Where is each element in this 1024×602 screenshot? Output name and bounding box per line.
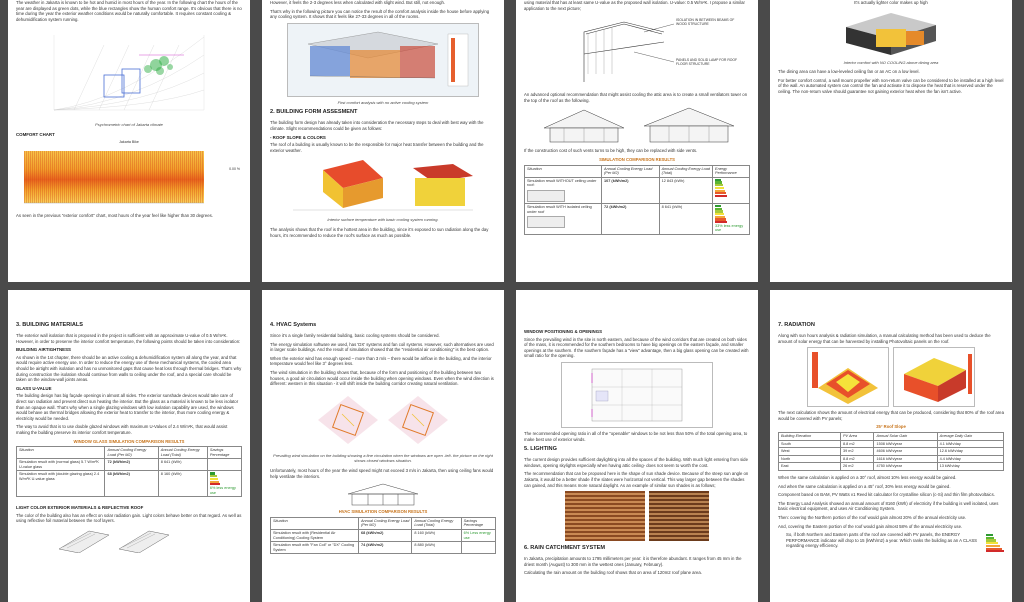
p2-fig2-caption: Interior surface temperature with basic cooling system running.	[327, 217, 439, 223]
energy-saving-note: 33% less energy use	[715, 223, 744, 233]
table-row	[17, 459, 242, 471]
table-cell: 1508 kWh/year	[874, 440, 937, 448]
p8-bullet: So, if both Northern and Eastern parts of the roof are covered with PV panels, the ENERGY PERFORMANCE indicator will drop to 15 (kWh/m2) a year. Which ranks the building as an A CLASS regarding energy efficiency.	[786, 532, 978, 549]
p7-section6: 6. RAIN CATCHMENT SYSTEM	[524, 545, 606, 552]
sunshade-photo	[565, 491, 645, 541]
p4-top-note: It's actually lighter color makes up high	[854, 0, 928, 5]
table-cell: 107 (kWh/m2)	[602, 177, 660, 203]
p6-section-title: 4. HVAC Systems	[270, 322, 317, 328]
p5-table-title: WINDOW GLASS SIMULATION COMPARISON RESULTS	[73, 438, 185, 444]
table-cell: 8 641 (kWh)	[659, 203, 712, 234]
p8-para4: And when the same calculation is applied on a 45° roof, 30% less energy would be gained.	[778, 483, 951, 489]
table-header-cell: Energy Performance	[713, 165, 750, 177]
p6-para1: Since it's a single family residential building, basic cooling systems should be considered.	[270, 333, 440, 338]
table-cell: 4750 kWh/year	[874, 463, 937, 471]
table-row	[779, 448, 1004, 456]
p5-para5: The color of the building also has an effect on solar radiation gain. Light colors behave better on that regard. As well as using reflective foil material between the roof layers.	[16, 512, 242, 524]
roof-section-drawing	[524, 14, 750, 90]
energy-saving-note: 6% less energy use	[209, 485, 236, 495]
table-header-cell: Annual Cooling Energy Load (Per M2)	[602, 165, 660, 177]
table-row	[271, 542, 496, 554]
sunshade-photos	[524, 491, 750, 541]
p5-para2: As shown in the 1st chapter, there should be an active cooling & dehumidification system all along the year, and that would require active energy use. In order to reduce the energy use of these mechanical systems, the cooled area should be airtight with isolation and has no unmonitored gaps that cause heat loss through thermal bridges. That's why during construction the isolation should continue from walls to ceiling under the roof, and a special care should be taken on the window-wall joints areas.	[16, 354, 242, 383]
energy-scale-icon	[715, 205, 729, 224]
table-cell: 12 843 (kWh)	[659, 177, 712, 203]
table-cell: 74 (kWh/m2)	[358, 542, 411, 554]
page-3	[516, 0, 758, 282]
p3-para1: An advanced optional recommendation that might assist cooling the attic area is to create a small ventilators tower on the top of the roof as the following.	[524, 92, 748, 103]
p8-para5: Component based on BAM, PV Watts v1 Reed kit calculator for crystalline silicon (c-Si) and thin film photovoltaics.	[778, 492, 995, 498]
table-cell: 4.4 kWh/day	[937, 455, 1003, 463]
table-cell	[461, 542, 495, 554]
table-cell-text: Simulation result WITHOUT ceiling under roof:	[527, 178, 597, 188]
comfort-analysis-figure	[287, 23, 479, 97]
p3-para2: If the construction cost of such vents turns to be high, they can be replaced with side vents.	[524, 148, 698, 154]
p4-para2: For better comfort control, a wall mount propeller with non-return valve can be considered to be installed at a high level of the wall. An automated system can control the fan and activate it to dispose the heat that is reserved under the ceiling. The non-return valve should guarantee not gaining exterior heat when the fan isn't active.	[778, 77, 1004, 94]
table-thumbnail	[527, 190, 565, 202]
p5-sub1: BUILDING AIRTIGHTNESS	[16, 347, 71, 353]
sunshade-photo	[649, 491, 709, 541]
p1-after: As seen in the previous "exterior comfort" chart, most hours of the year feel like higher than 30 degrees.	[16, 213, 213, 219]
table-row	[779, 440, 1004, 448]
table-cell-text: Simulation result WITH isolated ceiling under roof	[527, 204, 592, 214]
table-cell	[525, 203, 602, 234]
p5-sub2: GLASS U-VALUE	[16, 385, 52, 391]
table-cell	[525, 177, 602, 203]
p7-para6: Calculating the rain amount on the building roof shows that on area of 120m2 roof plane area.	[524, 570, 702, 576]
table-row	[779, 463, 1004, 471]
table-header-cell: Annual Cooling Energy Load (Per M2)	[358, 517, 411, 529]
p8-table-title: 25° Roof Slope	[876, 424, 906, 430]
p3-table-title: SIMULATION COMPARISON RESULTS	[599, 156, 675, 162]
p2-para1: The building form design has already taken into consideration the necessary steps to deal with best way with the climate. Slight recommendations could be given as follows:	[270, 120, 484, 131]
table-header-cell: Annual Cooling Energy Load (Total)	[412, 517, 461, 529]
p8-para7: Then: covering the Northern portion of the roof would gain almost 20% of the annual electricity use.	[778, 514, 967, 520]
p2-sub: - ROOF SLOPE & COLORS	[270, 134, 326, 140]
table-cell: 1616 kWh/year	[874, 455, 937, 463]
p2-fig-caption: First comfort analysis with no active cooling system	[337, 99, 429, 105]
p7-para2: The recommended opening ratio in all of the "openable" windows to be not less than 50% of the total opening area, to make best use of exterior winds.	[524, 430, 748, 442]
page-5	[8, 290, 250, 602]
table-header-cell: Situation	[525, 165, 602, 177]
p6-para5: Unfortunately, most hours of the year the wind speed might not exceed 3 m/s in Jakarta, then using ceiling fans would help ventilate the interiors.	[270, 467, 494, 479]
p6-para2: The energy simulation software we used, has 'DX' systems and fan coil systems. However, such alternatives are used in larger scale buildings. And the result of simulation showed that the "residential air conditioning" is the best option.	[270, 341, 494, 353]
table-header-cell: Situation	[17, 447, 105, 459]
table-cell	[207, 471, 241, 497]
p1-psy-caption: Psychrometric chart of Jakarta climate	[95, 122, 163, 128]
table-header-cell: Situation	[271, 517, 359, 529]
table-cell: 68 (kWh/m2)	[105, 471, 158, 497]
p8-section-title: 7. RADIATION	[778, 322, 815, 328]
table-row	[525, 177, 750, 203]
table-header-row	[271, 517, 496, 529]
p8-para1: Along with sun hours analysis & radiation simulation, a manual calculating method has been used to deduce the amount of solar energy that can be harvested by installing Photovoltaic panels on the roof.	[778, 333, 991, 344]
table-header-row	[779, 432, 1004, 440]
table-header-cell: Savings Percentage	[461, 517, 495, 529]
table-header-cell: Annual Cooling Energy Load (Per M2)	[105, 447, 158, 459]
p8-pv-table	[778, 432, 1004, 471]
p7-para4: The recommendation that can be proposed here is the shape of sun shade device. Because of the steep sun angle on Jakarta, it would be a better shade if the slates were horizontal not vertical. This way larger gap between the shades can gained, and this means more natural daylight. As an example of similar sun shades is as follows;	[524, 471, 749, 488]
p6-fig-caption: Prevailing wind simulation on the building showing a fine circulation when the windows are open -left- the picture on the right shows closed windows situation.	[273, 452, 493, 464]
roof-label-top: ISOLATION IN BETWEEN BEAMS OF WOOD STRUCTURE	[676, 18, 735, 27]
table-row	[271, 529, 496, 541]
page-6	[262, 290, 504, 602]
table-cell: 39 m2	[841, 448, 874, 456]
table-cell: 13 kWh/day	[937, 463, 1003, 471]
table-header-cell: Savings Percentage	[207, 447, 241, 459]
p2-para2: The roof of a building is usually known to be the responsible for major heat transfer between the building and the exterior weather.	[270, 142, 484, 153]
roof-temperature-figure	[283, 156, 483, 214]
p6-table-title: HVAC SIMULATION COMPARISON RESULTS	[338, 509, 428, 515]
table-cell: Simulation result with "Fan Coil" or "DX" Cooling System	[271, 542, 359, 554]
table-cell: 8 880 (kWh)	[412, 542, 461, 554]
table-cell: 8 160 (kWh)	[412, 529, 461, 541]
table-header-cell: Annual Cooling Energy Load (Total)	[659, 165, 712, 177]
p6-hvac-table	[270, 517, 496, 555]
table-cell: 6% Less energy use	[461, 529, 495, 541]
reflective-roof-sketch	[49, 527, 209, 553]
p5-para1: The exterior wall isolation that is proposed in the project is sufficient with an approximate U-value of 0.5 W/m²K. However, in order to preserve the interior comfort temperature, the following points should be taken into consideration:	[16, 333, 241, 344]
table-cell	[713, 203, 750, 234]
table-cell: 8 160 (kWh)	[158, 471, 207, 497]
wind-simulation-figure	[308, 390, 458, 450]
table-header-row	[17, 447, 242, 459]
p7-para1: Since the prevailing wind in the site is north eastern, and because of the wind corridors that are created on both sides of the mass, it is recommended for the southern bedrooms to have big openings on the eastern façade, and smaller openings at the southern. If the southern façade has a "view" advantage, then a big glass opening can be created with small ratio for the opening.	[524, 336, 749, 359]
p2-intro: However, it feels the 2-3 degrees less when calculated with slight wind. But still, not enough.	[270, 0, 446, 5]
energy-scale-icon	[210, 472, 222, 485]
table-cell: 72 (kWh/m2)	[105, 459, 158, 471]
p7-section5: 5. LIGHTING	[524, 446, 557, 453]
table-cell: 68 (kWh/m2)	[358, 529, 411, 541]
roof-label-bottom: PANELS AND SOLID LAMP FOR ROOF FLOOR STRUCTURE	[676, 58, 738, 67]
table-cell: Simulation result with (normal glass) 5.7 W/m²K U-value glass	[17, 459, 105, 471]
table-header-cell: Building Elevation	[779, 432, 841, 440]
p2-intro2: That's why in the following picture you can notice the result of the comfort analysis inside the house before applying any cooling system. It shows that it feels like 27-33 degrees in all of the rooms.	[270, 8, 490, 20]
p6-para3: When the exterior wind has enough speed – more than 3 m/s – there would be airflow in the building, and the interior temperature would feel like 3° degrees less.	[270, 355, 492, 367]
p5-glass-table	[16, 446, 242, 497]
psychrometric-chart	[44, 25, 214, 120]
house-section-sketch	[338, 482, 428, 506]
p5-para3: The building design has big façade openings in almost all sides. The exterior sunshade devices would take care of direct sun radiation and prevent direct sun heating the interior. But the glass as a material is known to be less isolator than an opaque wall. That's why when a single glazing windows with low isolation capability are used, the windows would behave as thermal bridges allowing the exterior heat to transfer to the interior, thus more cooling energy & electricity would be needed.	[16, 393, 239, 421]
page-1	[8, 0, 250, 282]
radiation-figure	[807, 347, 889, 407]
table-cell: 8.8 m2	[841, 455, 874, 463]
p8-para8: And, covering the Eastern portion of the roof would gain almost 58% of the annual electricity use.	[778, 523, 963, 529]
table-cell: Simulation result with (double glazing glass) 2.4 W/m²K U-value glass	[17, 471, 105, 497]
page-4	[770, 0, 1012, 282]
table-thumbnail	[527, 216, 565, 228]
table-cell: 4606 kWh/year	[874, 448, 937, 456]
table-row	[17, 471, 242, 497]
table-cell	[207, 459, 241, 471]
p5-section-title: 3. BUILDING MATERIALS	[16, 322, 84, 328]
table-cell: 4.1 kWh/day	[937, 440, 1003, 448]
table-row	[525, 203, 750, 234]
table-cell: 26 m2	[841, 463, 874, 471]
p6-para4: The wind simulation in the building shows that, because of the form and positioning of the building between two houses, a good air circulation would occur inside the building when opening windows. Even when the wind direction is different: western in this situation - it will shift inside the building corridor creating natural ventilation.	[270, 369, 494, 387]
table-header-cell: Annual Cooling Energy Load (Total)	[158, 447, 207, 459]
table-header-cell: PV Area	[841, 432, 874, 440]
p7-para5: In Jakarta, precipitation amounts to 1795 millimeters per year: it is therefore abundant. It ranges from 45 mm in the driest month (August) to 300 mm in the wettest ones (January, February).	[524, 556, 742, 567]
table-cell: 72 (kWh/m2)	[602, 203, 660, 234]
table-row	[779, 455, 1004, 463]
p3-intro: using material that has at least same U-value as the proposed wall isolation. U-value: 0.5 W/m²K. I propose a similar application to the next picture;	[524, 0, 745, 11]
table-cell: East	[779, 463, 841, 471]
p1-intro: The weather in Jakarta is known to be hot and humid in most hours of the year. In the following chart the hours of the year are displayed as green dots, while the blue rectangles show the human comfort range. It's obvious that there is no time during the year the exterior weather conditions would be naturally comfortable. It requires constant cooling & dehumidification system running.	[16, 0, 242, 22]
table-header-cell: Annual Solar Gain	[874, 432, 937, 440]
p2-para3: The analysis shows that the roof is the hottest area in the building, since it's exposed to sun radiation along the day hours, it's recommended to reduce the roof's surface as much as possible.	[270, 226, 489, 238]
dining-comfort-figure	[836, 9, 946, 57]
table-cell: North	[779, 455, 841, 463]
table-cell: Simulation result with (Residential Air Conditioning) Cooling System	[271, 529, 359, 541]
table-header-cell: Average Daily Gain	[937, 432, 1003, 440]
p8-para3: When the same calculation is applied on a 30° roof, almost 10% less energy would be gained.	[778, 474, 957, 480]
radiation-figure	[893, 347, 975, 407]
ventilator-sketches	[524, 106, 750, 146]
p4-fig-caption: Interior comfort with NO COOLING above dining area	[843, 59, 939, 65]
window-plan-figure	[561, 362, 713, 428]
p3-comparison-table	[524, 165, 750, 235]
page-2	[262, 0, 504, 282]
p5-sub3: LIGHT COLOR EXTERIOR MATERIALS & REFLECTIVE ROOF	[16, 505, 144, 511]
p7-sub1: WINDOW POSITIONING & OPENINGS	[524, 329, 603, 334]
table-header-row	[525, 165, 750, 177]
table-cell: West	[779, 448, 841, 456]
comfort-chart	[16, 147, 242, 209]
p7-para3: The current design provides sufficient daylighting into all the spaces of the building. With much light entering from side windows, opening skylights especially when having attic ceiling- does not seem to worth the cost.	[524, 457, 748, 468]
table-cell: 12.6 kWh/day	[937, 448, 1003, 456]
p8-para6: The Energy Load Analysis showed an annual amount of 8160 (kWh) of electricity if the building is well isolated, uses basic electrical equipment, and uses Air Conditioning System.	[778, 500, 999, 512]
p1-comfort-heading: COMFORT CHART	[16, 131, 55, 137]
table-cell: 8.8 m2	[841, 440, 874, 448]
table-cell: South	[779, 440, 841, 448]
p2-section-title: 2. BUILDING FORM ASSESMENT	[270, 109, 358, 116]
p5-para4: The way to avoid that is to use double glazed windows with maximum U-Values of 2.4 W/m²K, that would assist making the building preserve its interior comfort temperature.	[16, 424, 228, 435]
p4-para1: The dining area can have a low-leveled ceiling fan or an AC on a low level.	[778, 69, 920, 75]
radiation-figures	[778, 347, 1004, 407]
comfort-legend-value: 0.00 %	[229, 167, 240, 172]
p8-bullet-block	[778, 532, 1004, 553]
page-7	[516, 290, 758, 602]
table-cell	[713, 177, 750, 203]
p8-para2: The next calculation shows the amount of electrical energy that can be produced, considering that 80% of the roof area would be covered with PV panels;	[778, 410, 1004, 421]
table-cell: 8 641 (kWh)	[158, 459, 207, 471]
comfort-chart-title: Jakarta Bike	[119, 139, 139, 144]
energy-scale-icon	[715, 179, 729, 198]
page-8	[770, 290, 1012, 602]
energy-scale-icon	[986, 534, 1004, 553]
